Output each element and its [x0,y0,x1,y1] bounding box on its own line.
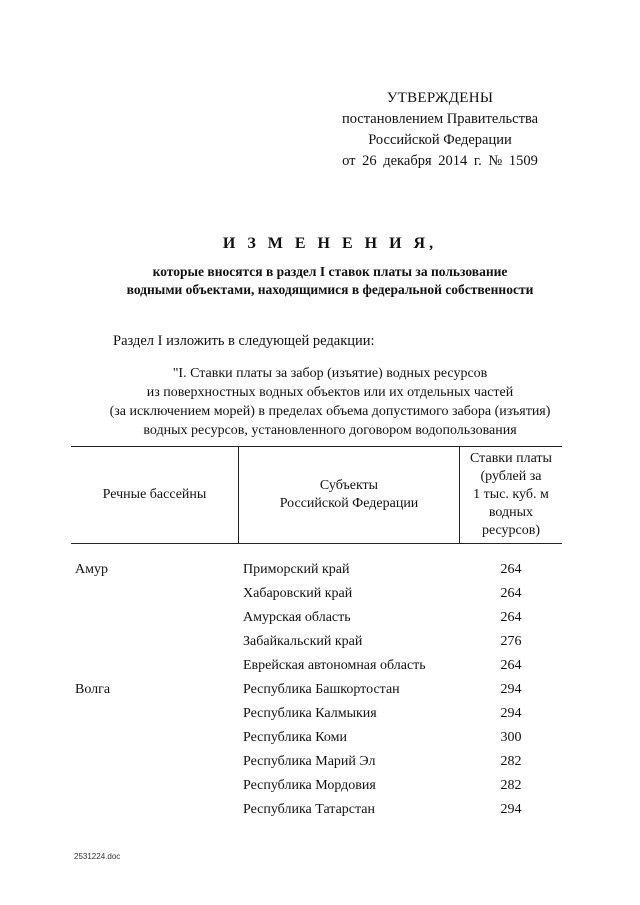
approval-date-number: от 26 декабря 2014 г. № 1509 [342,153,538,169]
rate-cell: 282 [500,754,522,769]
rate-cell: 294 [500,802,522,817]
rate-cell: 264 [500,658,522,673]
subject-cell: Республика Татарстан [243,802,376,817]
rate-cell: 276 [500,634,522,649]
table-row [71,630,562,654]
file-footer: 2531224.doc [74,852,121,861]
table-row [71,606,562,630]
intro-paragraph: Раздел I изложить в следующей редакции: [113,333,375,349]
document-title [60,233,600,299]
title-sub-2: водными объектами, находящимися в федеральной собственности [126,282,534,297]
subject-cell: Республика Калмыкия [243,706,377,721]
table-row [71,678,562,702]
table-body [71,558,562,822]
section-heading-line-2: из поверхностных водных объектов или их отдельных частей [146,385,514,400]
basin-cell: Волга [75,682,111,697]
table-row [71,726,562,750]
section-heading-line-4: водных ресурсов, установленного договором водопользования [143,423,517,438]
subject-cell: Приморский край [243,562,350,577]
subject-cell: Еврейская автономная область [243,658,426,673]
table-row [71,750,562,774]
subject-cell: Республика Коми [243,730,347,745]
title-sub-1: которые вносятся в раздел I ставок платы за пользование [152,264,508,279]
table-row [71,774,562,798]
rate-cell: 282 [500,778,522,793]
section-heading-line-1: "I. Ставки платы за забор (изъятие) водных ресурсов [172,366,488,381]
table-header [71,446,562,544]
rate-cell: 294 [500,682,522,697]
header-basins: Речные бассейны [102,487,207,502]
table-row [71,702,562,726]
rate-cell: 264 [500,610,522,625]
title-main: И З М Е Н Е Н И Я, [222,235,438,252]
subject-cell: Забайкальский край [243,634,363,649]
rate-cell: 300 [500,730,522,745]
approval-heading: УТВЕРЖДЕНЫ [386,90,494,106]
approval-line-2: постановлением Правительства [341,111,539,127]
subject-cell: Хабаровский край [243,586,353,601]
subject-cell: Амурская область [243,610,351,625]
table-row [71,582,562,606]
approval-line-3: Российской Федерации [368,132,512,148]
rate-cell: 264 [500,562,522,577]
subject-cell: Республика Башкортостан [243,682,400,697]
basin-cell: Амур [75,562,108,577]
rate-cell: 294 [500,706,522,721]
section-heading [70,364,590,440]
header-rates: Ставки платы (рублей за 1 тыс. куб. м водных ресурсов) [470,451,552,538]
header-subjects: Субъекты Российской Федерации [279,478,419,511]
table-row [71,558,562,582]
rates-table [71,446,562,822]
approval-stamp [330,88,550,172]
section-heading-line-3: (за исключением морей) в пределах объема допустимого забора (изъятия) [109,404,551,419]
subject-cell: Республика Мордовия [243,778,376,793]
table-row [71,654,562,678]
rate-cell: 264 [500,586,522,601]
subject-cell: Республика Марий Эл [243,754,376,769]
table-row [71,798,562,822]
